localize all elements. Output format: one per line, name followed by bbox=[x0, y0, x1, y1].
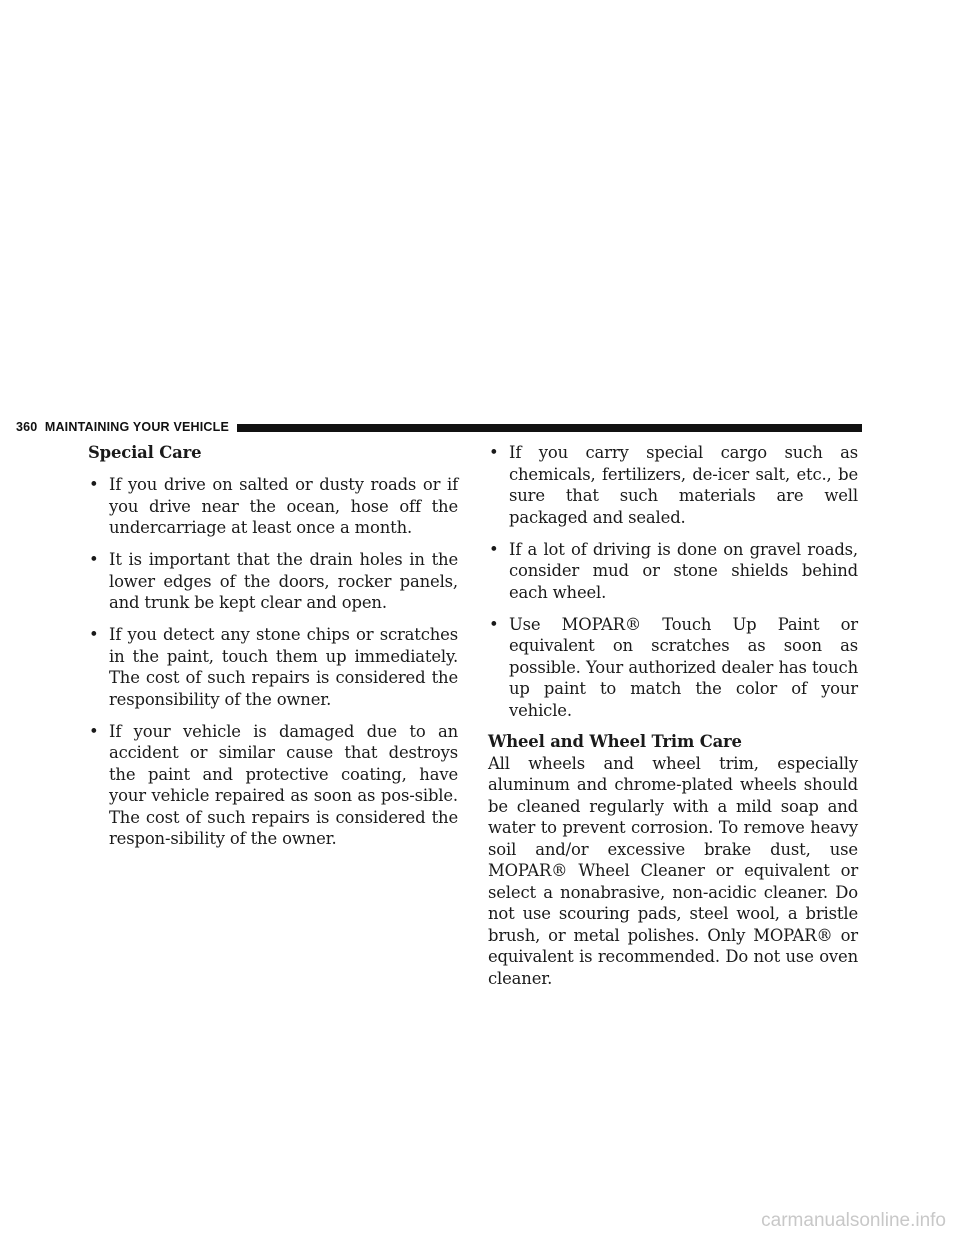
list-item bbox=[488, 539, 858, 604]
bullet-icon: • bbox=[489, 539, 499, 559]
bullet-icon: • bbox=[489, 443, 499, 462]
list-item bbox=[88, 624, 458, 710]
page-number: 360 bbox=[16, 420, 38, 434]
special-care-list bbox=[88, 474, 458, 850]
wheel-care-heading: Wheel and Wheel Trim Care bbox=[488, 732, 742, 751]
bullet-icon: • bbox=[89, 550, 99, 569]
bullet-icon: • bbox=[89, 625, 99, 644]
header-rule bbox=[237, 424, 862, 432]
list-item bbox=[488, 614, 858, 722]
list-item-text: If a lot of driving is done on gravel roads, consider mud or stone shields behind each wheel. bbox=[509, 539, 858, 602]
list-item bbox=[88, 474, 458, 539]
list-item-text: If your vehicle is damaged due to an accident or similar cause that destroys the paint and protective coating, have your vehicle repaired as soon as pos-sible. The cost of such repairs is considered the respon-sibility of the owner. bbox=[109, 721, 458, 848]
list-item-text: Use MOPAR® Touch Up Paint or equivalent on scratches as soon as possible. Your authorized dealer has touch up paint to match the color of your vehicle. bbox=[509, 614, 858, 720]
bullet-icon: • bbox=[89, 721, 99, 741]
special-care-heading: Special Care bbox=[88, 443, 202, 462]
page-header bbox=[0, 418, 862, 436]
watermark: carmanualsonline.info bbox=[761, 1210, 946, 1231]
list-item-text: If you detect any stone chips or scratches in the paint, touch them up immediately. The cost of such repairs is considered the responsibility of the owner. bbox=[109, 625, 458, 709]
special-care-list-continued bbox=[488, 442, 858, 721]
right-column bbox=[488, 442, 858, 989]
section-title: MAINTAINING YOUR VEHICLE bbox=[44, 420, 230, 434]
bullet-icon: • bbox=[489, 614, 499, 634]
header-label bbox=[0, 420, 237, 434]
left-column bbox=[88, 442, 458, 850]
list-item bbox=[88, 549, 458, 614]
list-item-text: If you carry special cargo such as chemicals, fertilizers, de-icer salt, etc., be sure that such materials are well packaged and sealed. bbox=[509, 443, 858, 527]
list-item bbox=[88, 721, 458, 850]
bullet-icon: • bbox=[89, 475, 99, 494]
list-item-text: It is important that the drain holes in the lower edges of the doors, rocker panels, and trunk be kept clear and open. bbox=[109, 550, 458, 612]
list-item bbox=[488, 442, 858, 528]
wheel-care-paragraph: All wheels and wheel trim, especially aluminum and chrome-plated wheels should be cleaned regularly with a mild soap and water to prevent corrosion. To remove heavy soil and/or excessive brake dust, use MOPAR® Wheel Cleaner or equivalent or select a nonabrasive, non-acidic cleaner. Do not use scouring pads, steel wool, a bristle brush, or metal polishes. Only MOPAR® or equivalent is recommended. Do not use oven cleaner. bbox=[488, 753, 858, 988]
list-item-text: If you drive on salted or dusty roads or if you drive near the ocean, hose off the undercarriage at least once a month. bbox=[109, 475, 458, 537]
